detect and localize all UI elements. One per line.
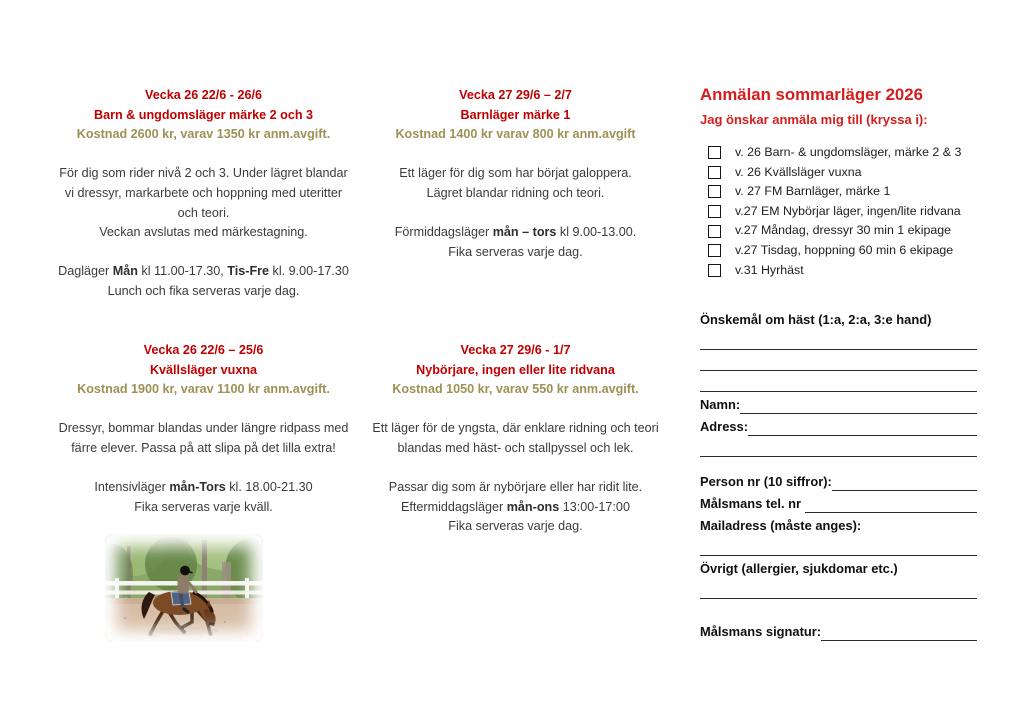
signup-title: Anmälan sommarläger 2026 bbox=[700, 85, 923, 104]
email-label: Mailadress (måste anges): bbox=[700, 517, 862, 533]
person-number-label: Person nr (10 siffror): bbox=[700, 473, 832, 489]
person-number-field-line[interactable] bbox=[832, 476, 977, 491]
horse-wish-line-1[interactable] bbox=[700, 329, 977, 350]
checkbox-icon[interactable] bbox=[708, 205, 721, 218]
camp-schedule: Förmiddagsläger mån – tors kl 9.00-13.00. bbox=[394, 225, 637, 240]
camp-description: Ett läger för de yngsta, där enklare ridning och teori blandas med häst- och stallpyssel och lek. bbox=[372, 421, 659, 455]
camp-cost-line: Kostnad 1900 kr, varav 1100 kr anm.avgift. bbox=[77, 382, 330, 397]
other-field-line[interactable] bbox=[700, 578, 977, 599]
camp-description: För dig som rider nivå 2 och 3. Under lägret blandar vi dressyr, markarbete och hoppning med uteritter och teori. bbox=[59, 166, 348, 220]
horse-rider-photo-graphic bbox=[105, 534, 263, 642]
camp-week-heading: Vecka 26 22/6 - 26/6 bbox=[145, 88, 262, 102]
camp-description-extra: Lägret blandar ridning och teori. bbox=[426, 185, 605, 200]
signup-subtitle: Jag önskar anmäla mig till (kryssa i): bbox=[700, 112, 928, 127]
camp-meals: Fika serveras varje kväll. bbox=[134, 499, 273, 514]
checkbox-icon[interactable] bbox=[708, 146, 721, 159]
signature-field-row bbox=[700, 621, 977, 641]
signup-option-row[interactable] bbox=[700, 202, 977, 222]
camp-name-heading: Barn & ungdomsläger märke 2 och 3 bbox=[93, 107, 314, 122]
camp-section-week26-day bbox=[57, 86, 350, 302]
spacer bbox=[700, 599, 977, 611]
checkbox-icon[interactable] bbox=[708, 166, 721, 179]
camp-cost-line: Kostnad 1050 kr, varav 550 kr anm.avgift. bbox=[392, 382, 639, 397]
spacer bbox=[57, 243, 350, 263]
camp-section-week27-afternoon bbox=[357, 341, 674, 537]
signup-option-label: v. 26 Barn- & ungdomsläger, märke 2 & 3 bbox=[735, 145, 962, 159]
person-number-field-row bbox=[700, 471, 977, 491]
guardian-phone-field-row bbox=[700, 493, 977, 513]
signature-field-line[interactable] bbox=[821, 626, 977, 641]
camp-cost-line: Kostnad 1400 kr varav 800 kr anm.avgift bbox=[395, 127, 636, 142]
checkbox-icon[interactable] bbox=[708, 264, 721, 277]
guardian-phone-field-line[interactable] bbox=[805, 498, 977, 513]
email-field-line[interactable] bbox=[700, 535, 977, 556]
signup-option-row[interactable] bbox=[700, 143, 977, 163]
camp-name-heading: Nybörjare, ingen eller lite ridvana bbox=[416, 362, 615, 377]
guardian-phone-label: Målsmans tel. nr bbox=[700, 495, 805, 511]
signature-label: Målsmans signatur: bbox=[700, 623, 822, 639]
name-label: Namn: bbox=[700, 396, 741, 412]
checkbox-icon[interactable] bbox=[708, 185, 721, 198]
camp-schedule: Dagläger Mån kl 11.00-17.30, Tis-Fre kl. 9.00-17.30 bbox=[58, 264, 349, 279]
horse-wish-line-2[interactable] bbox=[700, 350, 977, 371]
other-label-row bbox=[700, 558, 977, 578]
camp-week-heading: Vecka 27 29/6 – 2/7 bbox=[459, 88, 572, 102]
other-label: Övrigt (allergier, sjukdomar etc.) bbox=[700, 560, 898, 576]
checkbox-icon[interactable] bbox=[708, 244, 721, 257]
spacer bbox=[357, 204, 674, 224]
address-label: Adress: bbox=[700, 418, 748, 434]
spacer bbox=[57, 400, 350, 420]
address-extra-line[interactable] bbox=[700, 436, 977, 457]
camp-description: Dressyr, bommar blandas under längre ridpass med färre elever. Passa på att slipa på det lilla extra! bbox=[58, 421, 349, 455]
name-field-line[interactable] bbox=[740, 399, 977, 414]
camp-schedule: Eftermiddagsläger mån-ons 13:00-17:00 bbox=[401, 499, 630, 514]
signup-column bbox=[700, 84, 977, 641]
spacer bbox=[357, 145, 674, 165]
camp-meals: Lunch och fika serveras varje dag. bbox=[107, 283, 300, 298]
spacer bbox=[57, 459, 350, 479]
signup-option-label: v.31 Hyrhäst bbox=[735, 262, 804, 277]
camp-meals: Fika serveras varje dag. bbox=[448, 519, 583, 534]
camp-week-heading: Vecka 27 29/6 - 1/7 bbox=[460, 343, 571, 357]
horse-wish-label: Önskemål om häst (1:a, 2:a, 3:e hand) bbox=[700, 312, 932, 328]
spacer bbox=[57, 145, 350, 165]
address-field-row bbox=[700, 416, 977, 436]
spacer bbox=[700, 611, 977, 619]
horse-wish-line-3[interactable] bbox=[700, 371, 977, 392]
camp-name-heading: Barnläger märke 1 bbox=[460, 107, 571, 122]
signup-option-label: v.27 Tisdag, hoppning 60 min 6 ekipage bbox=[735, 242, 954, 257]
signup-option-label: v.27 Måndag, dressyr 30 min 1 ekipage bbox=[735, 223, 952, 238]
camp-section-week26-evening bbox=[57, 341, 350, 517]
camp-meals: Fika serveras varje dag. bbox=[448, 244, 583, 259]
signup-option-row[interactable] bbox=[700, 182, 977, 202]
camp-description-extra: Veckan avslutas med märkestagning. bbox=[99, 225, 308, 240]
signup-option-row[interactable] bbox=[700, 241, 977, 261]
camp-week-heading: Vecka 26 22/6 – 25/6 bbox=[143, 343, 264, 357]
checkbox-icon[interactable] bbox=[708, 225, 721, 238]
spacer bbox=[700, 457, 977, 469]
signup-option-row[interactable] bbox=[700, 221, 977, 241]
spacer bbox=[357, 459, 674, 479]
camp-cost-line: Kostnad 2600 kr, varav 1350 kr anm.avgift. bbox=[76, 127, 331, 142]
signup-option-label: v. 27 FM Barnläger, märke 1 bbox=[735, 184, 891, 199]
signup-option-label: v.27 EM Nybörjar läger, ingen/lite ridvana bbox=[735, 203, 961, 218]
signup-options-list bbox=[700, 143, 977, 280]
signup-option-row[interactable] bbox=[700, 163, 977, 183]
name-field-row bbox=[700, 394, 977, 414]
camp-schedule: Intensivläger mån-Tors kl. 18.00-21.30 bbox=[94, 480, 313, 495]
camp-name-heading: Kvällsläger vuxna bbox=[149, 362, 258, 377]
camp-description: Ett läger för dig som har börjat galoppera. bbox=[399, 166, 632, 181]
camp-section-week27-morning bbox=[357, 86, 674, 262]
camp-description-extra: Passar dig som är nybörjare eller har ridit lite. bbox=[388, 480, 643, 495]
spacer bbox=[357, 400, 674, 420]
address-field-line[interactable] bbox=[748, 421, 977, 436]
signup-form bbox=[700, 311, 977, 641]
horse-rider-photo bbox=[105, 534, 263, 642]
signup-option-label: v. 26 Kvällsläger vuxna bbox=[735, 164, 862, 179]
email-label-row bbox=[700, 515, 977, 535]
signup-option-row[interactable] bbox=[700, 261, 977, 281]
